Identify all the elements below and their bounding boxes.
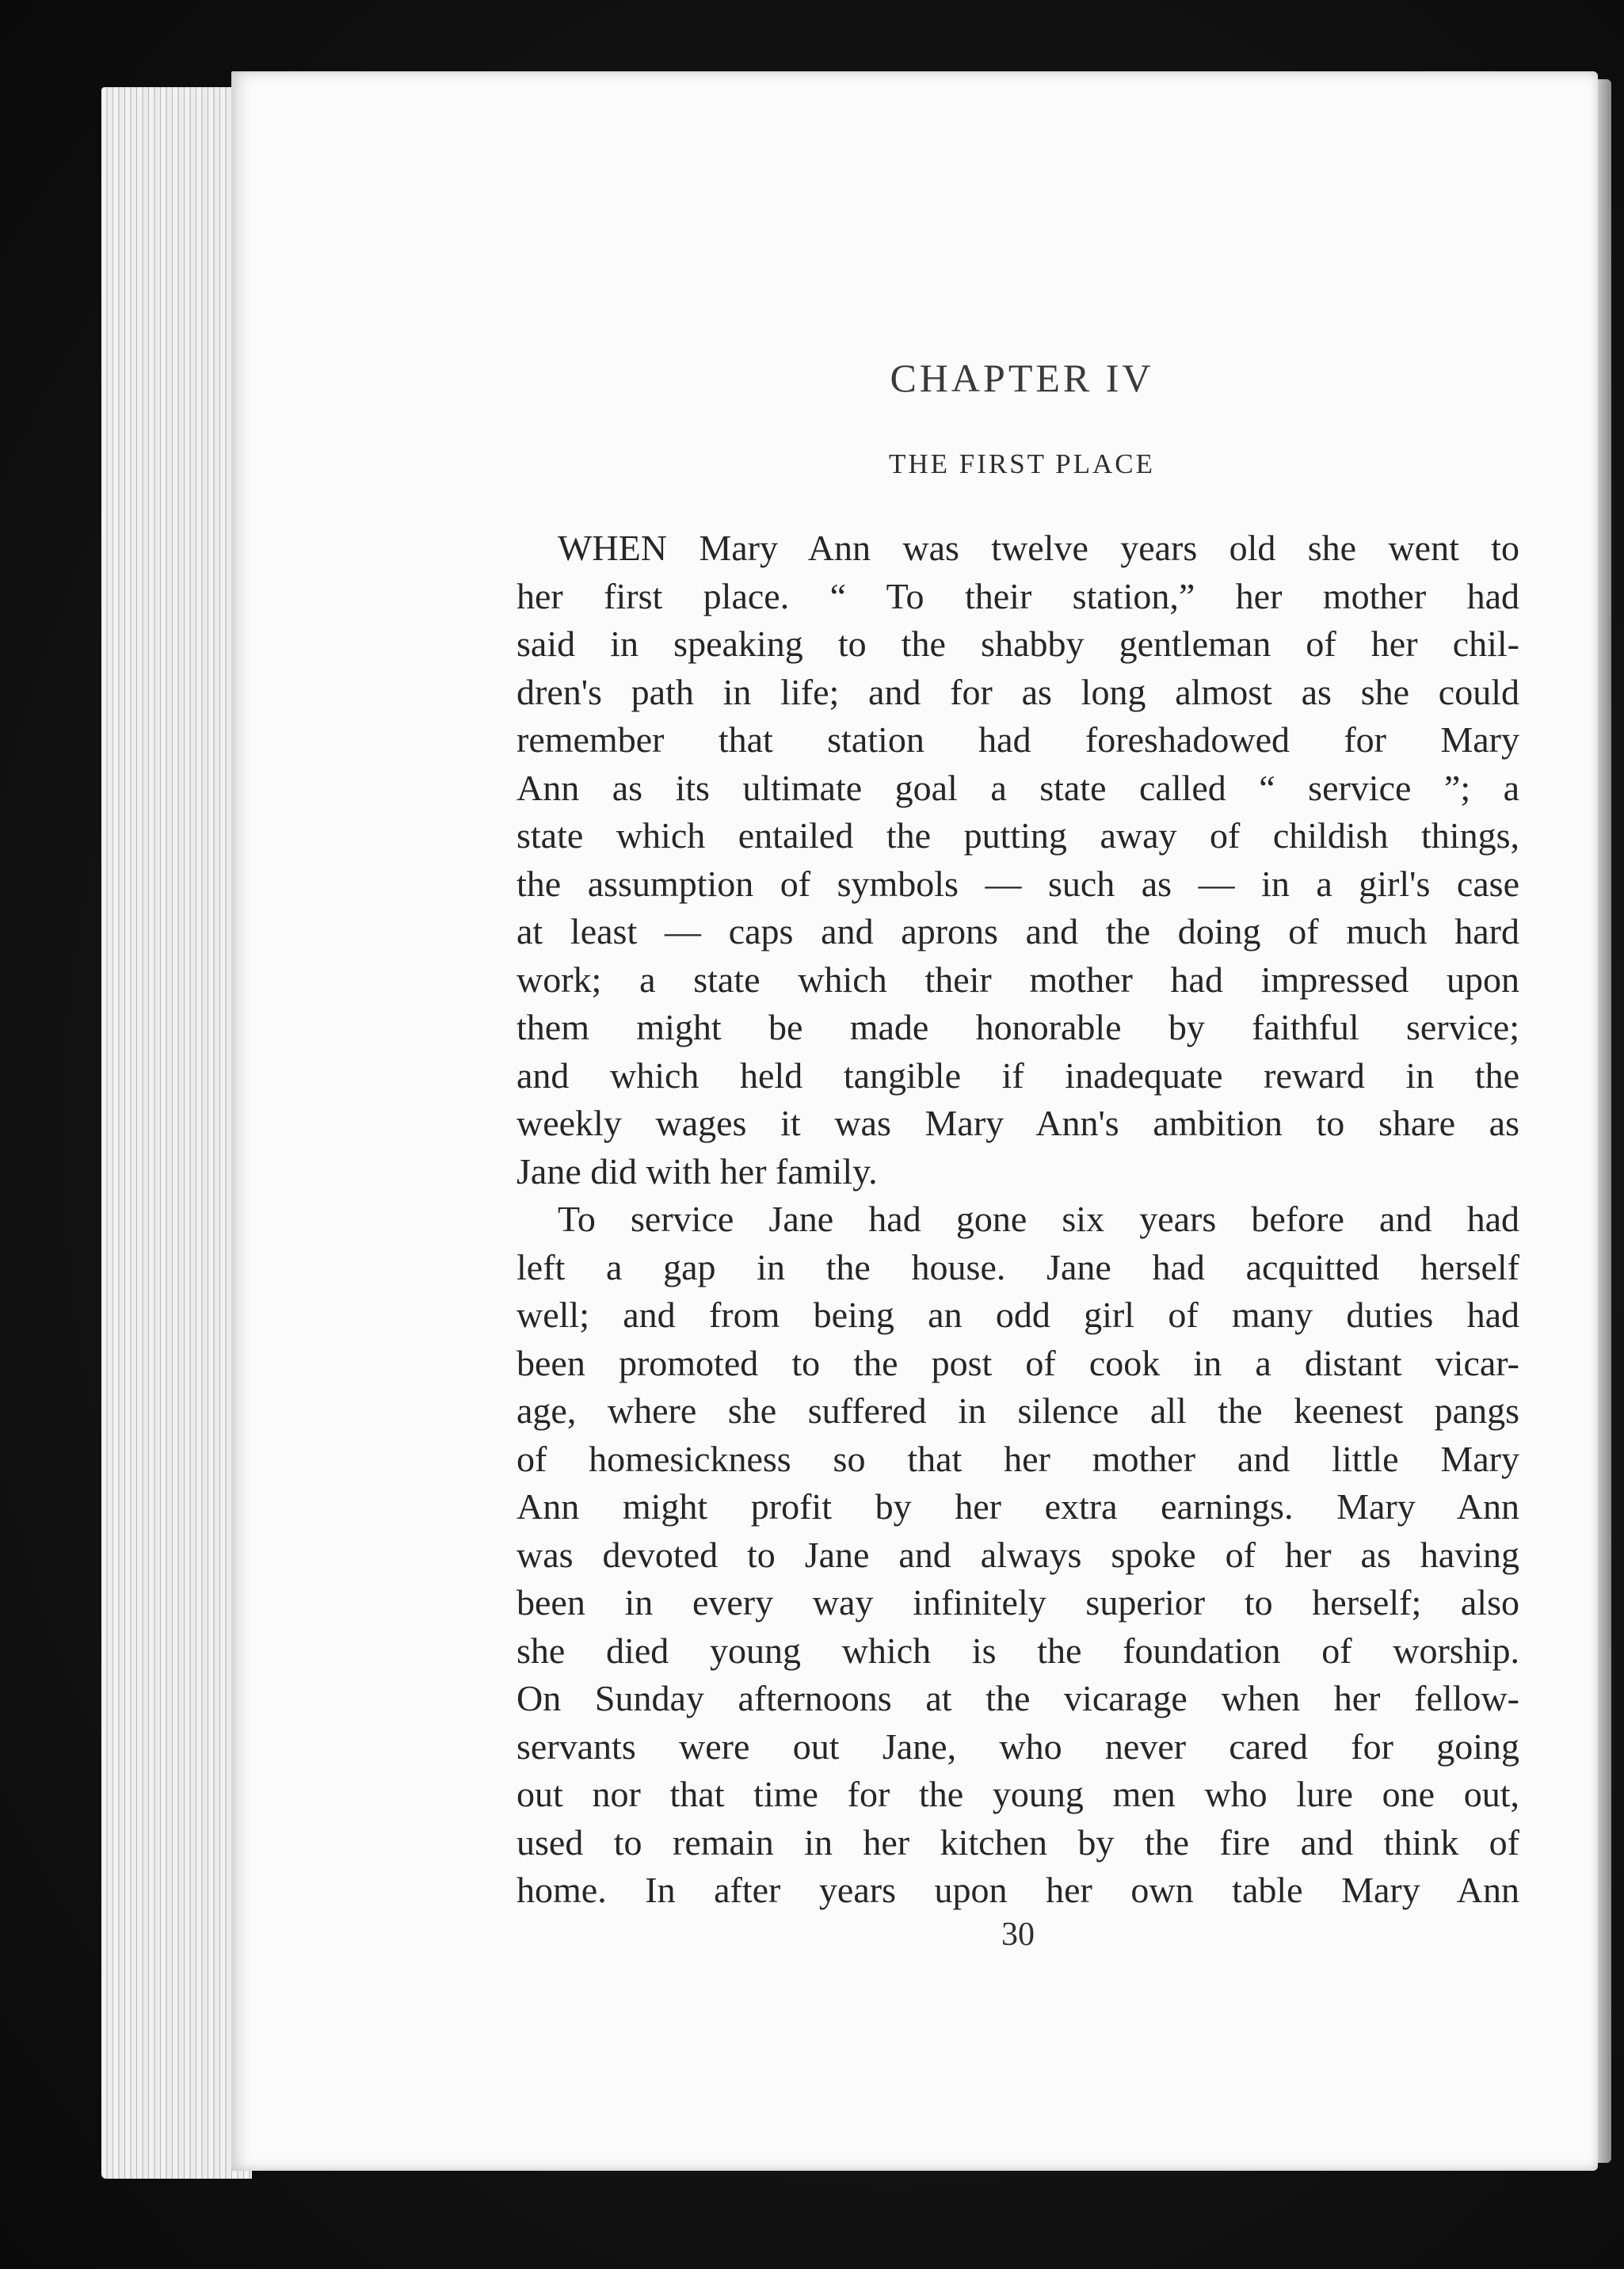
text-line: To service Jane had gone six years before and had xyxy=(558,1199,1519,1239)
text-line: used to remain in her kitchen by the fire and think of xyxy=(517,1821,1519,1863)
text-line: weekly wages it was Mary Ann's ambition to share as xyxy=(517,1103,1519,1143)
text-line: been in every way infinitely superior to herself; also xyxy=(517,1582,1519,1623)
page-number: 30 xyxy=(1001,1916,1035,1953)
text-line: WHEN Mary Ann was twelve years old she went to xyxy=(558,528,1519,568)
text-line: On Sunday afternoons at the vicarage when her fellow- xyxy=(517,1678,1519,1718)
text-line: age, where she suffered in silence all the keenest pangs xyxy=(517,1390,1519,1431)
text-line: work; a state which their mother had impressed upon xyxy=(517,959,1519,1000)
text-line: been promoted to the post of cook in a distant vicar- xyxy=(517,1342,1519,1383)
book-page-edges xyxy=(101,87,252,2179)
text-line: left a gap in the house. Jane had acquitted herself xyxy=(517,1246,1519,1287)
chapter-subtitle: THE FIRST PLACE xyxy=(888,448,1156,479)
text-line: out nor that time for the young men who lure one out, xyxy=(517,1774,1519,1814)
text-line: Ann might profit by her extra earnings. Mary Ann xyxy=(517,1486,1519,1527)
text-line: Ann as its ultimate goal a state called “ service ”; a xyxy=(517,767,1519,808)
text-line: servants were out Jane, who never cared for going xyxy=(517,1726,1519,1767)
text-line: her first place. “ To their station,” her mother had xyxy=(517,575,1519,616)
text-line: home. In after years upon her own table Mary Ann xyxy=(517,1870,1519,1910)
text-line: the assumption of symbols — such as — in a girl's case xyxy=(517,863,1519,904)
chapter-title: CHAPTER IV xyxy=(890,356,1154,400)
body-text xyxy=(517,524,1519,1915)
text-line: said in speaking to the shabby gentleman of her chil- xyxy=(517,623,1519,664)
text-line: remember that station had foreshadowed for Mary xyxy=(517,719,1519,760)
text-line: well; and from being an odd girl of many duties had xyxy=(517,1295,1519,1335)
text-line: state which entailed the putting away of childish things, xyxy=(517,815,1519,856)
text-line: Jane did with her family. xyxy=(517,1150,878,1192)
text-line: and which held tangible if inadequate reward in the xyxy=(517,1054,1519,1096)
text-line: them might be made honorable by faithful service; xyxy=(517,1007,1519,1047)
text-line: she died young which is the foundation of worship. xyxy=(517,1630,1519,1671)
text-line: of homesickness so that her mother and little Mary xyxy=(517,1438,1519,1479)
text-line: was devoted to Jane and always spoke of her as having xyxy=(517,1534,1519,1575)
text-line: at least — caps and aprons and the doing of much hard xyxy=(517,911,1519,951)
text-line: dren's path in life; and for as long almost as she could xyxy=(517,671,1519,712)
